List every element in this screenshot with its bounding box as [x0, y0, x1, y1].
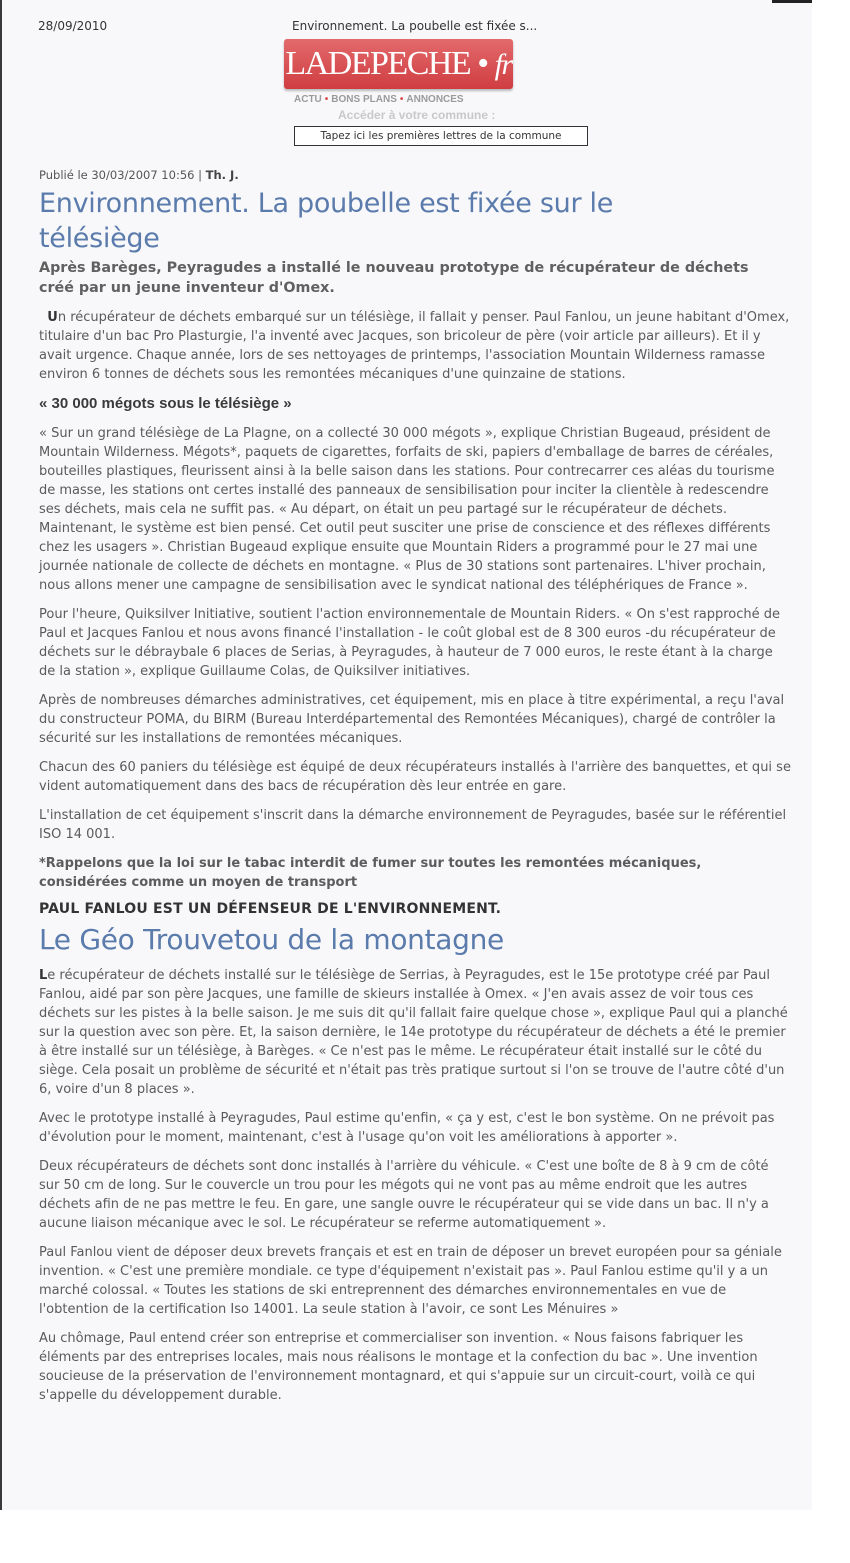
- sidebar-kicker: PAUL FANLOU EST UN DÉFENSEUR DE L'ENVIRONNEMENT.: [39, 901, 502, 917]
- sidebar-intro: [39, 966, 792, 1099]
- sidebar-article-title: Le Géo Trouvetou de la montagne: [39, 923, 504, 956]
- article-paragraph: L'installation de cet équipement s'inscrit dans la démarche environnement de Peyragudes, basée sur le référentiel ISO 14 001.: [39, 808, 787, 842]
- article-lede: Après Barèges, Peyragudes a installé le nouveau prototype de récupérateur de déchets créé par un jeune inventeur d'Omex.: [39, 260, 749, 296]
- article-paragraph: Après de nombreuses démarches administratives, cet équipement, mis en place à titre expérimental, a reçu l'aval du constructeur POMA, du BIRM (Bureau Interdépartemental des Remontées Mécaniques), chargé de contrôler la sécurité sur les installations de remontées mécaniques.: [39, 693, 785, 746]
- article-title: Environnement. La poubelle est fixée sur le télésiège: [39, 188, 614, 254]
- logo-suffix: fr: [494, 48, 512, 81]
- article-intro: [39, 308, 792, 384]
- article-content: [2, 168, 812, 1455]
- author: Th. J.: [205, 168, 239, 182]
- sidebar-paragraph: Avec le prototype installé à Peyragudes, Paul estime qu'enfin, « ça y est, c'est le bon système. On ne prévoit pas d'évolution pour le moment, maintenant, c'est à l'usage qu'on voit les améliorations à apporter ».: [39, 1111, 775, 1145]
- logo-dot: •: [470, 45, 495, 82]
- article-paragraph: Pour l'heure, Quiksilver Initiative, soutient l'action environnementale de Mountain Riders. « On s'est rapproché de Paul et Jacques Fanlou et nous avons financé l'installation - le coût global est de 8 300 euros -du récupérateur de déchets sur le débraybale 6 places de Serias, à Peyragudes, à hauteur de 7 000 euros, le reste étant à la charge de la station », explique Guillaume Colas, de Quiksilver initiatives.: [39, 607, 781, 679]
- article-paragraph: « Sur un grand télésiège de La Plagne, on a collecté 30 000 mégots », explique Christian Bugeaud, président de Mountain Wilderness. Mégots*, paquets de cigarettes, forfaits de ski, papiers d'emballage de barres de céréales, bouteilles plastiques, fleurissent ainsi à la belle saison dans les stations. Pour contrecarrer ces aléas du tourisme de masse, les stations ont certes installé des panneaux de sensibilisation pour inciter la clientèle à redescendre ses déchets, mais cela ne suffit pas. « Au départ, on était un peu partagé sur le récupérateur de déchets. Maintenant, le système est bien pensé. Cet outil peut susciter une prise de conscience et des réflexes différents chez les usagers ». Christian Bugeaud explique ensuite que Mountain Riders a programmé pour le 27 mai une journée nationale de collecte de déchets en montagne. « Plus de 30 stations sont partenaires. L'hiver prochain, nous allons mener une campagne de sensibilisation avec le syndicat national des téléphériques de France ».: [39, 426, 775, 593]
- drop-initial: U: [47, 310, 58, 325]
- commune-search-input[interactable]: Tapez ici les premières lettres de la commune: [294, 126, 588, 146]
- nav-separator: •: [399, 94, 404, 105]
- drop-initial: L: [39, 968, 48, 983]
- published-date: Publié le 30/03/2007 10:56 |: [39, 168, 206, 182]
- nav-separator: •: [324, 94, 329, 105]
- published-line: [39, 168, 792, 183]
- sidebar-intro-text: e récupérateur de déchets installé sur le télésiège de Serrias, à Peyragudes, est le 15e prototype créé par Paul Fanlou, aidé par son père Jacques, une famille de skieurs installée à Omex. « J'en avais assez de voir tous ces déchets sur les pistes à la belle saison. Je me suis dit qu'il fallait faire quelque chose », explique Paul qui a planché sur la question avec son père. Et, la saison dernière, le 14e prototype du récupérateur de déchets a été le premier à être installé sur un télésiège, à Barèges. « Ce n'est pas le même. Le récupérateur était installé sur le côté du siège. Cela posait un problème de sécurité et n'était pas très pratique surtout si l'on se trouve de l'autre côté d'un 6, voire d'un 8 places ».: [39, 968, 788, 1097]
- logo-text: LADEPECHE: [285, 45, 471, 82]
- article-footnote: *Rappelons que la loi sur le tabac interdit de fumer sur toutes les remontées mécaniques, considérées comme un moyen de transport: [39, 856, 702, 890]
- print-date: 28/09/2010: [38, 19, 108, 33]
- nav-item-annonces[interactable]: ANNONCES: [406, 94, 464, 105]
- ladepeche-logo[interactable]: [284, 39, 513, 89]
- commune-label: Accéder à votre commune :: [338, 108, 496, 122]
- sidebar-paragraph: Paul Fanlou vient de déposer deux brevets français et est en train de déposer un brevet européen pour sa géniale invention. « C'est une première mondiale. ce type d'équipement n'existait pas ». Paul Fanlou estime qu'il y a un marché colossal. « Toutes les stations de ski entreprennent des démarches environnementales en vue de l'obtention de la certification Iso 14001. La seule station à l'avoir, ce sont Les Ménuires »: [39, 1245, 782, 1317]
- intro-text: n récupérateur de déchets embarqué sur un télésiège, il fallait y penser. Paul Fanlou, un jeune habitant d'Omex, titulaire d'un bac Pro Plasturgie, l'a inventé avec Jacques, son bricoleur de père (voir article par ailleurs). Et il y avait urgence. Chaque année, lors de ses nettoyages de printemps, l'association Mountain Wilderness ramasse environ 6 tonnes de déchets sous les remontées mécaniques d'une quinzaine de stations.: [39, 310, 790, 382]
- article-subheading: « 30 000 mégots sous le télésiège »: [39, 395, 292, 412]
- page-header: [2, 0, 812, 168]
- nav-item-bons-plans[interactable]: BONS PLANS: [331, 94, 397, 105]
- print-page-title: Environnement. La poubelle est fixée s...: [292, 19, 538, 33]
- sidebar-paragraph: Au chômage, Paul entend créer son entreprise et commercialiser son invention. « Nous faisons fabriquer les éléments par des entreprises locales, mais nous réalisons le montage et la confection du bac ». Une invention soucieuse de la préservation de l'environnement montagnard, et qui s'appuie sur un circuit-court, voilà ce qui s'appelle du développement durable.: [39, 1331, 758, 1403]
- article-paragraph: Chacun des 60 paniers du télésiège est équipé de deux récupérateurs installés à l'arrière des banquettes, et qui se vident automatiquement dans des bacs de récupération dès leur entrée en gare.: [39, 760, 791, 794]
- nav-item-actu[interactable]: ACTU: [294, 94, 322, 105]
- sidebar-paragraph: Deux récupérateurs de déchets sont donc installés à l'arrière du véhicule. « C'est une boîte de 8 à 9 cm de côté sur 50 cm de long. Sur le couvercle un trou pour les mégots qui ne vont pas au même endroit que les autres déchets afin de ne pas mettre le feu. En gare, une sangle ouvre le récupérateur qui se vide dans un bac. Il n'y a aucune liaison mécanique avec le sol. Le récupérateur se referme automatiquement ».: [39, 1159, 769, 1231]
- site-nav: [294, 94, 464, 106]
